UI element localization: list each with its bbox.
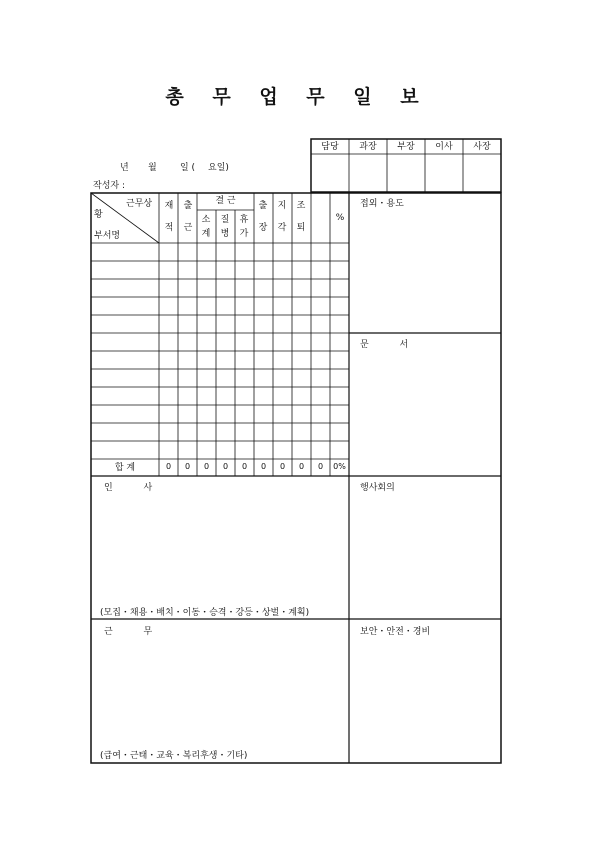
col-header: 출	[258, 201, 268, 211]
total-value: 0	[203, 462, 210, 471]
col-header: 장	[258, 223, 268, 233]
approval-label: 사장	[473, 142, 491, 152]
total-value: 0	[165, 462, 172, 471]
col-header: 각	[277, 223, 287, 233]
approval-label: 과장	[359, 142, 377, 152]
col-header: 병	[220, 229, 230, 239]
col-header: 조	[296, 201, 306, 211]
col-header: 출	[183, 201, 193, 211]
total-value: 0	[184, 462, 191, 471]
approval-label: 이사	[435, 142, 453, 152]
duty-section-title: 근 무	[104, 627, 167, 637]
document-title: 총 무 업 무 일 보	[165, 86, 430, 108]
personnel-section-title: 인 사	[104, 483, 167, 493]
col-header: 재	[164, 201, 174, 211]
documents-section-title: 문 서	[360, 340, 423, 350]
events-section-title: 행사회의	[360, 483, 395, 493]
month-label: 월	[148, 163, 157, 173]
total-value: 0	[317, 462, 324, 471]
col-header: 근	[183, 223, 193, 233]
col-header: 소	[201, 215, 211, 225]
col-header: 휴	[239, 215, 249, 225]
total-label: 합 계	[114, 463, 136, 473]
total-value: 0	[279, 462, 286, 471]
col-header: 가	[239, 229, 249, 239]
reception-section-title: 접외・용도	[360, 199, 404, 209]
approval-label: 부장	[397, 142, 415, 152]
approval-label: 담당	[321, 142, 339, 152]
total-value: 0	[222, 462, 229, 471]
total-value: 0	[298, 462, 305, 471]
duty-note: (급여・근태・교육・복리후생・기타)	[100, 751, 248, 761]
security-section-title: 보안・안전・경비	[360, 627, 431, 637]
year-label: 년	[120, 163, 129, 173]
personnel-note: (모집・채용・배치・이동・승격・강등・상벌・계획)	[100, 608, 310, 618]
day-label: 일 (	[180, 163, 196, 173]
total-percent: 0%	[333, 462, 346, 471]
col-header: 퇴	[296, 223, 306, 233]
col-header: 계	[201, 229, 211, 239]
corner-header-bottom: 부서명	[94, 231, 121, 241]
percent-header: %	[335, 213, 345, 223]
total-value: 0	[260, 462, 267, 471]
weekday-label: 요일)	[208, 163, 229, 173]
absence-group-header: 결 근	[215, 196, 236, 206]
author-label: 작성자 :	[93, 181, 125, 191]
col-header: 적	[164, 223, 174, 233]
corner-header-top: 근무상	[126, 199, 153, 209]
col-header: 질	[220, 215, 230, 225]
col-header: 지	[277, 201, 287, 211]
total-value: 0	[241, 462, 248, 471]
corner-header-mid: 황	[94, 210, 103, 220]
